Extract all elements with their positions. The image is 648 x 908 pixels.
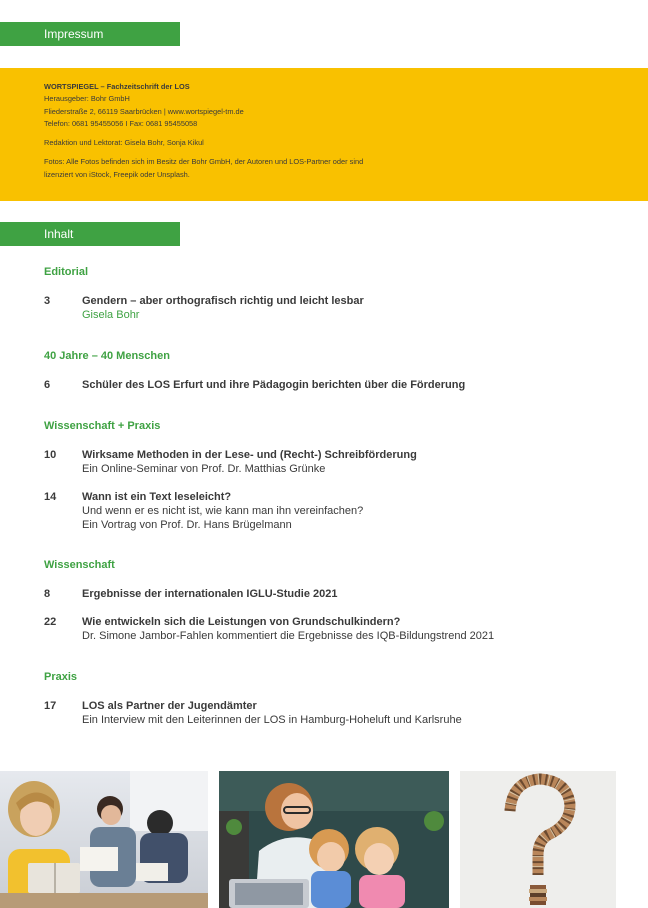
impressum-tab: Impressum [0,22,180,46]
photo-book-question-mark [460,771,616,908]
section-heading-praxis: Praxis [44,671,78,683]
section-heading-wissenschaft: Wissenschaft [44,559,115,571]
entry-subtitle: Ein Online-Seminar von Prof. Dr. Matthias Grünke [82,463,326,475]
page-number: 14 [44,491,57,503]
entry-title: Gendern – aber orthografisch richtig und leicht lesbar [82,295,364,307]
contents-tab: Inhalt [0,222,180,246]
section-heading-40-jahre: 40 Jahre – 40 Menschen [44,350,170,362]
magazine-title: WORTSPIEGEL – Fachzeitschrift der LOS [44,82,190,91]
entry-title: Schüler des LOS Erfurt und ihre Pädagogin berichten über die Förderung [82,379,466,391]
photo-students-reading [0,771,208,908]
entry-subtitle: Und wenn er es nicht ist, wie kann man ihn vereinfachen? [82,505,364,517]
publisher: Herausgeber: Bohr GmbH [44,94,130,104]
entry-title: Wie entwickeln sich die Leistungen von Grundschulkindern? [82,616,401,628]
section-heading-wissenschaft-praxis: Wissenschaft + Praxis [44,420,161,432]
entry-title: Wann ist ein Text leseleicht? [82,491,232,503]
page-number: 10 [44,449,57,461]
page-number: 17 [44,700,57,712]
section-heading-editorial: Editorial [44,266,89,278]
page-number: 3 [44,295,51,307]
photo-teacher-children-laptop [219,771,449,908]
impressum-box [0,68,648,201]
page-number: 6 [44,379,51,391]
entry-title: Wirksame Methoden in der Lese- und (Recht-) Schreibförderung [82,449,417,461]
entry-subtitle: Dr. Simone Jambor-Fahlen kommentiert die Ergebnisse des IQB-Bildungstrend 2021 [82,630,495,642]
entry-subtitle: Ein Interview mit den Leiterinnen der LOS in Hamburg-Hoheluft und Karlsruhe [82,714,462,726]
photo-credits-1: Fotos: Alle Fotos befinden sich im Besitz der Bohr GmbH, der Autoren und LOS-Partner oder sind [44,157,364,167]
entry-author: Gisela Bohr [82,309,140,321]
editors: Redaktion und Lektorat: Gisela Bohr, Sonja Kikul [44,138,204,148]
address: Fliederstraße 2, 66119 Saarbrücken | www.wortspiegel-tm.de [44,106,244,116]
phone-fax: Telefon: 0681 95455056 I Fax: 0681 95455058 [44,118,198,128]
page-number: 22 [44,616,57,628]
entry-title: Ergebnisse der internationalen IGLU-Studie 2021 [82,588,338,600]
photo-credits-2: lizenziert von iStock, Freepik oder Unsplash. [44,169,190,179]
entry-title: LOS als Partner der Jugendämter [82,700,257,712]
page-number: 8 [44,588,51,600]
entry-subtitle: Ein Vortrag von Prof. Dr. Hans Brügelmann [82,519,292,531]
